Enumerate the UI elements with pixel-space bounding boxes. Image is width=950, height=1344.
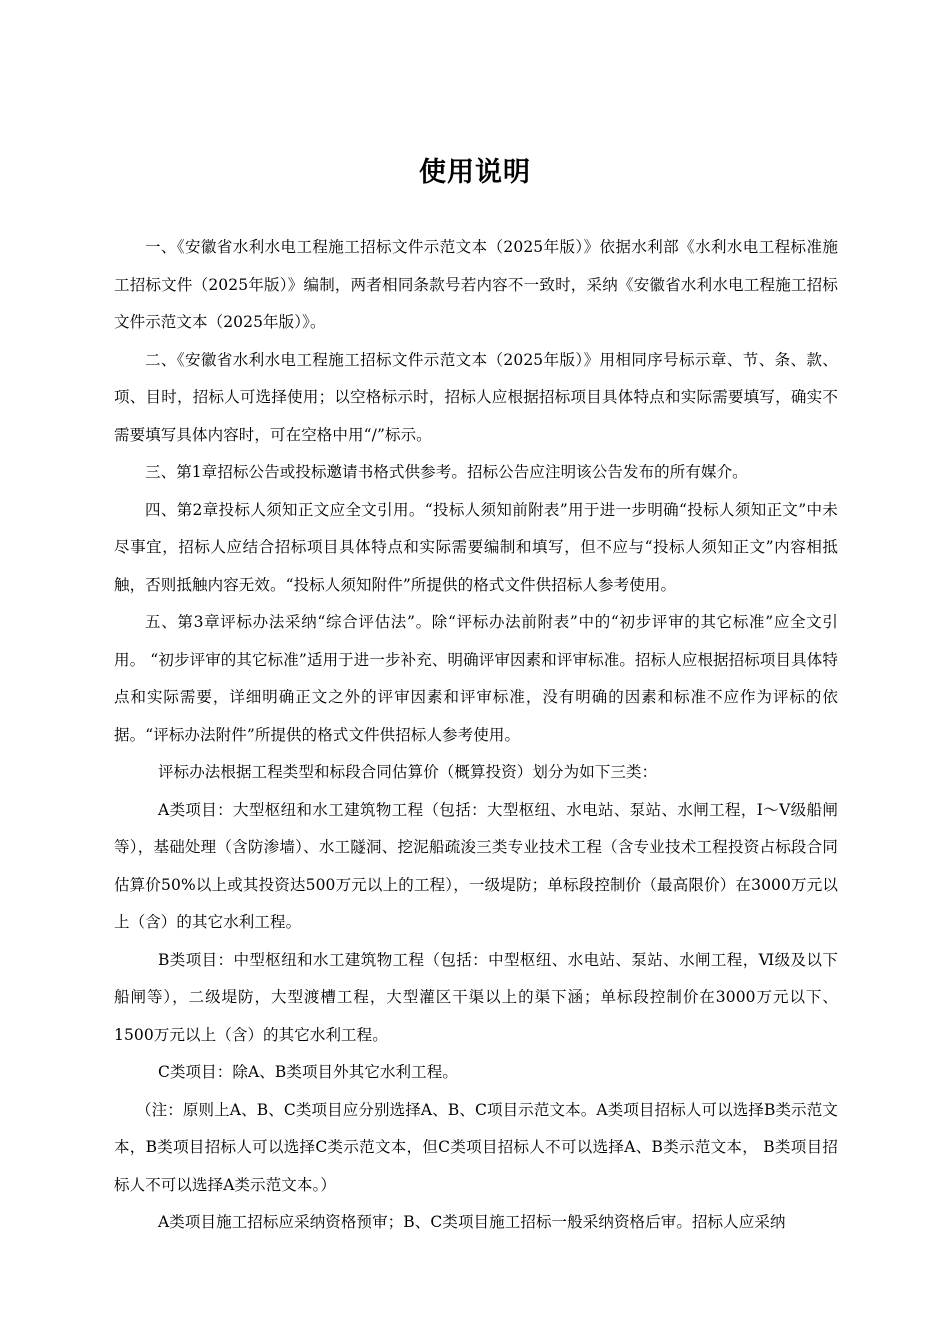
paragraph-class-a: A类项目：大型枢纽和水工建筑物工程（包括：大型枢纽、水电站、泵站、水闸工程，Ⅰ～Ⅴ级船闸等），基础处理（含防渗墙）、水工隧洞、挖泥船疏浚三类专业技术工程（含专业技术工程投资占标段合同估算价50%以上或其投资达500万元以上的工程），一级堤防；单标段控制价（最高限价）在3000万元以上（含）的其它水利工程。 — [114, 800, 838, 931]
paragraph-class-b: B类项目：中型枢纽和水工建筑物工程（包括：中型枢纽、水电站、泵站、水闸工程，Ⅵ级及以下船闸等），二级堤防，大型渡槽工程，大型灌区干渠以上的渠下涵；单标段控制价在3000万元以下、1500万元以上（含）的其它水利工程。 — [114, 950, 838, 1044]
paragraph-qualification: A类项目施工招标应采纳资格预审；B、C类项目施工招标一般采纳资格后审。招标人应采纳 — [158, 1213, 786, 1231]
page-title: 使用说明 — [419, 157, 531, 188]
paragraph-note: （注：原则上A、B、C类项目应分别选择A、B、C项目示范文本。A类项目招标人可以选择B类示范文本，B类项目招标人可以选择C类示范文本，但C类项目招标人不可以选择A、B类示范文本， B类项目招标人不可以选择A类示范文本。） — [114, 1100, 838, 1194]
paragraph-classification-intro: 评标办法根据工程类型和标段合同估算价（概算投资）划分为如下三类： — [158, 763, 658, 781]
paragraph-3: 三、第1章招标公告或投标邀请书格式供参考。招标公告应注明该公告发布的所有媒介。 — [145, 463, 748, 481]
paragraph-1: 一、《安徽省水利水电工程施工招标文件示范文本（2025年版）》依据水利部《水利水电工程标准施工招标文件（2025年版）》编制，两者相同条款号若内容不一致时，采纳《安徽省水利水电工程施工招标文件示范文本（2025年版）》。 — [114, 238, 838, 331]
paragraph-class-c: C类项目：除A、B类项目外其它水利工程。 — [158, 1063, 458, 1081]
document-body — [114, 229, 838, 1242]
paragraph-4: 四、第2章投标人须知正文应全文引用。“投标人须知前附表”用于进一步明确“投标人须知正文”中未尽事宜，招标人应结合招标项目具体特点和实际需要编制和填写，但不应与“投标人须知正文”内容相抵触，否则抵触内容无效。“投标人须知附件”所提供的格式文件供招标人参考使用。 — [114, 500, 838, 594]
paragraph-5: 五、第3章评标办法采纳“综合评估法”。除“评标办法前附表”中的“初步评审的其它标准”应全文引用。 “初步评审的其它标准”适用于进一步补充、明确评审因素和评审标准。招标人应根据招标项目具体特点和实际需要，详细明确正文之外的评审因素和评审标准，没有明确的因素和标准不应作为评标的依据。“评标办法附件”所提供的格式文件供招标人参考使用。 — [114, 613, 838, 744]
paragraph-2: 二、《安徽省水利水电工程施工招标文件示范文本（2025年版）》用相同序号标示章、节、条、款、项、目时，招标人可选择使用；以空格标示时，招标人应根据招标项目具体特点和实际需要填写，确实不需要填写具体内容时，可在空格中用“/”标示。 — [114, 350, 838, 444]
